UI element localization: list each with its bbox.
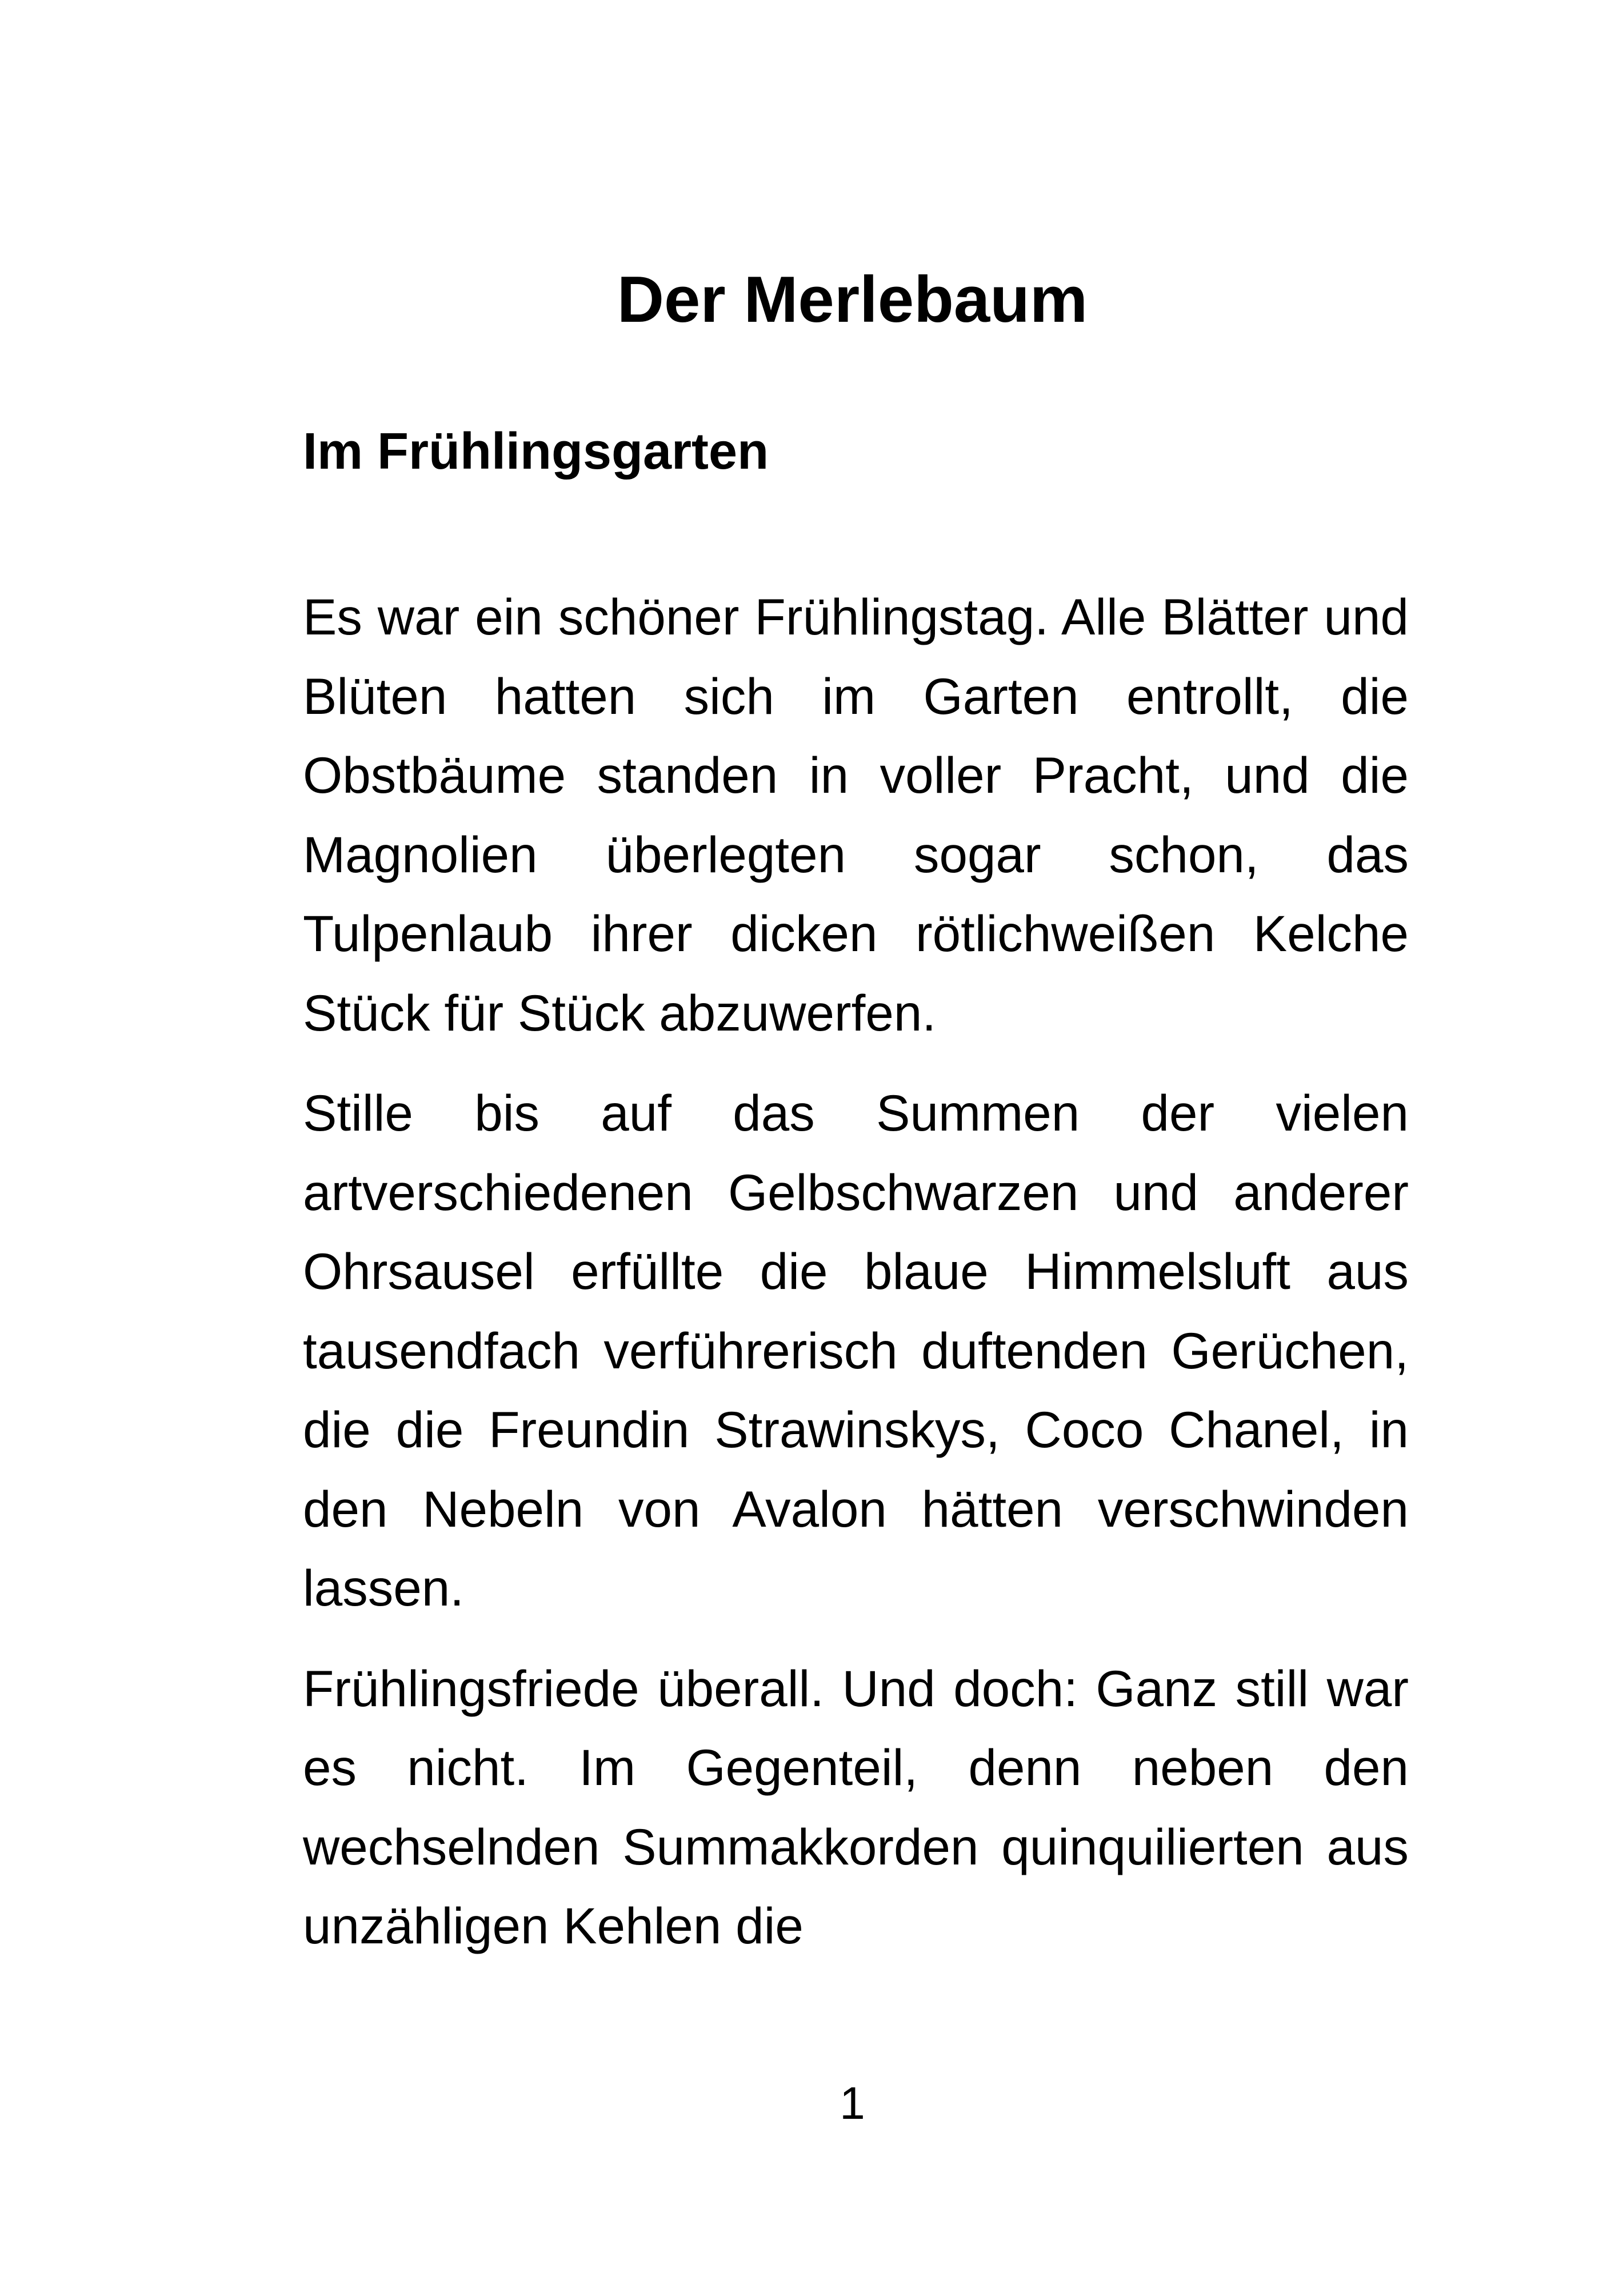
- paragraph-1: Es war ein schöner Frühlingstag. Alle Blätter und Blüten hatten sich im Garten entrollt, die Obstbäume standen in voller Pracht, und die Magnolien überlegten sogar schon, das Tulpenlaub ihrer dicken rötlichweißen Kelche Stück für Stück abzuwerfen.: [303, 588, 1409, 1041]
- body-text: [303, 577, 1409, 1987]
- page-number: 1: [840, 2078, 865, 2129]
- paragraph-2: Stille bis auf das Summen der vielen artverschiedenen Gelbschwarzen und anderer Ohrsausel erfüllte die blaue Himmelsluft aus tausendfach verführerisch duftenden Gerüchen, die die Freundin Strawinskys, Coco Chanel, in den Nebeln von Avalon hätten verschwinden lassen.: [303, 1084, 1409, 1616]
- page-title: Der Merlebaum: [617, 263, 1088, 336]
- section-heading: Im Frühlingsgarten: [303, 423, 769, 480]
- paragraph-3: Frühlingsfriede überall. Und doch: Ganz still war es nicht. Im Gegenteil, denn neben den wechselnden Summakkorden quinquilierten aus unzähligen Kehlen die: [303, 1659, 1409, 1954]
